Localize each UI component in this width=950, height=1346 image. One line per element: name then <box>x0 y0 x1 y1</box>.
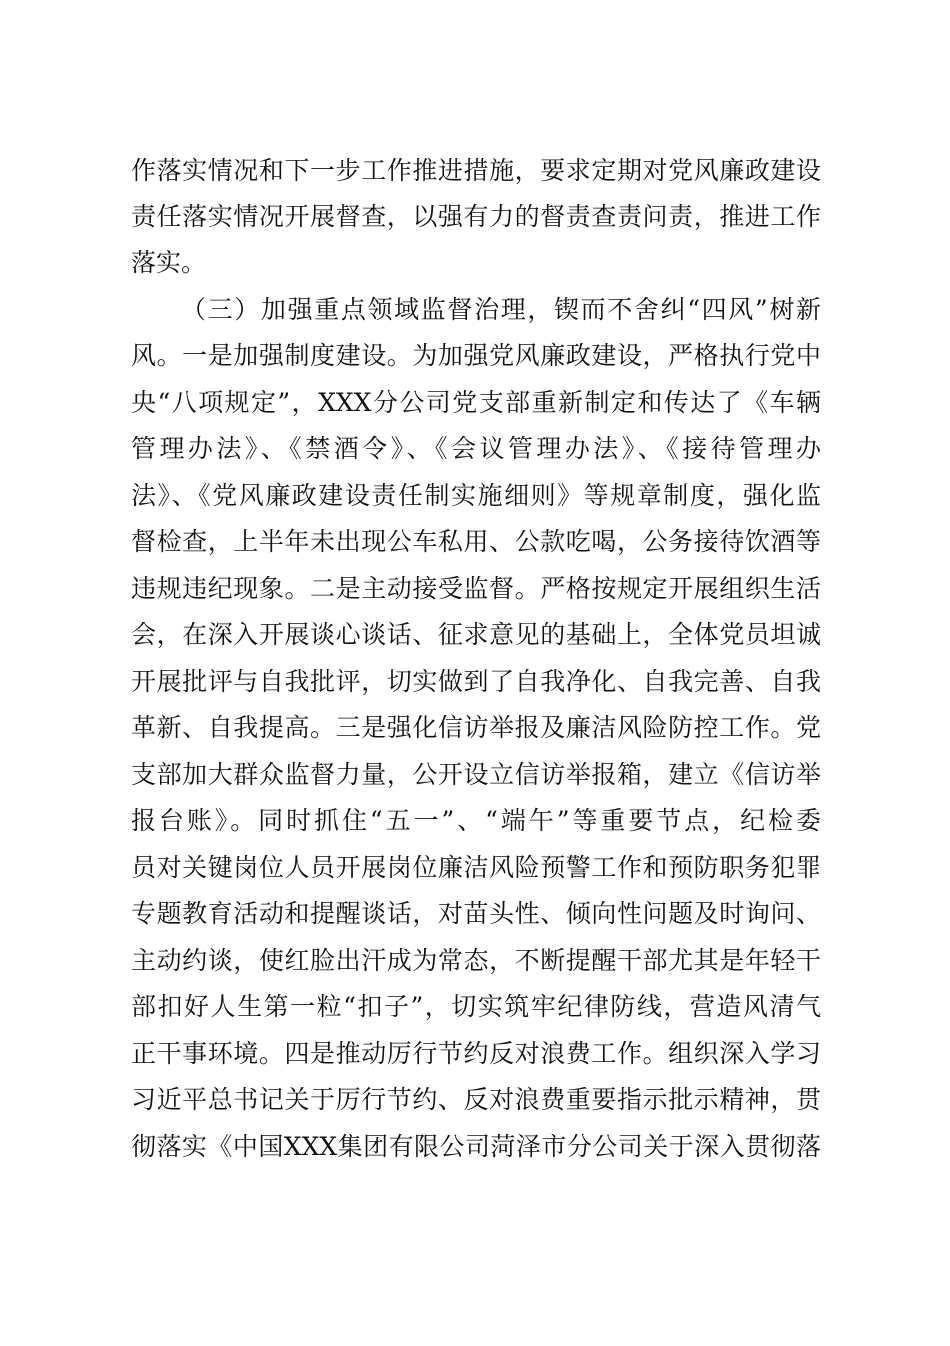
paragraph-line: 正干事环境。四是推动厉行节约反对浪费工作。组织深入学习 <box>131 1039 821 1068</box>
paragraph-line: 革新、自我提高。三是强化信访举报及廉洁风险防控工作。党 <box>131 713 821 742</box>
paragraph-line: 作落实情况和下一步工作推进措施，要求定期对党风廉政建设 <box>131 156 821 185</box>
paragraph-line: 支部加大群众监督力量，公开设立信访举报箱，建立《信访举 <box>131 760 821 789</box>
paragraph-line: 员对关键岗位人员开展岗位廉洁风险预警工作和预防职务犯罪 <box>131 853 821 882</box>
paragraph-line: 责任落实情况开展督查，以强有力的督责查责问责，推进工作 <box>131 202 821 231</box>
paragraph-line: 风。一是加强制度建设。为加强党风廉政建设，严格执行党中 <box>131 341 821 370</box>
paragraph-line: 主动约谈，使红脸出汗成为常态，不断提醒干部尤其是年轻干 <box>131 946 821 975</box>
paragraph-line: 专题教育活动和提醒谈话，对苗头性、倾向性问题及时询问、 <box>131 899 821 928</box>
paragraph-line: 报台账》。同时抓住“五一”、“端午”等重要节点，纪检委 <box>131 806 821 835</box>
paragraph-line: 央“八项规定”，XXX分公司党支部重新制定和传达了《车辆 <box>131 388 821 417</box>
paragraph-line: 管理办法》、《禁酒令》、《会议管理办法》、《接待管理办 <box>131 434 821 463</box>
paragraph-line: 彻落实《中国XXX集团有限公司菏泽市分公司关于深入贯彻落 <box>131 1132 821 1161</box>
paragraph-line: 督检查，上半年未出现公车私用、公款吃喝，公务接待饮酒等 <box>131 527 821 556</box>
paragraph-line: 部扣好人生第一粒“扣子”，切实筑牢纪律防线，营造风清气 <box>131 992 821 1021</box>
section-heading-line: （三）加强重点领域监督治理，锲而不舍纠“四风”树新 <box>181 295 821 324</box>
paragraph-line: 法》、《党风廉政建设责任制实施细则》等规章制度，强化监 <box>131 481 821 510</box>
paragraph-line: 开展批评与自我批评，切实做到了自我净化、自我完善、自我 <box>131 667 821 696</box>
paragraph-line: 违规违纪现象。二是主动接受监督。严格按规定开展组织生活 <box>131 574 821 603</box>
paragraph-line: 习近平总书记关于厉行节约、反对浪费重要指示批示精神，贯 <box>131 1085 821 1114</box>
paragraph-line: 会，在深入开展谈心谈话、征求意见的基础上，全体党员坦诚 <box>131 620 821 649</box>
paragraph-line: 落实。 <box>131 248 207 277</box>
